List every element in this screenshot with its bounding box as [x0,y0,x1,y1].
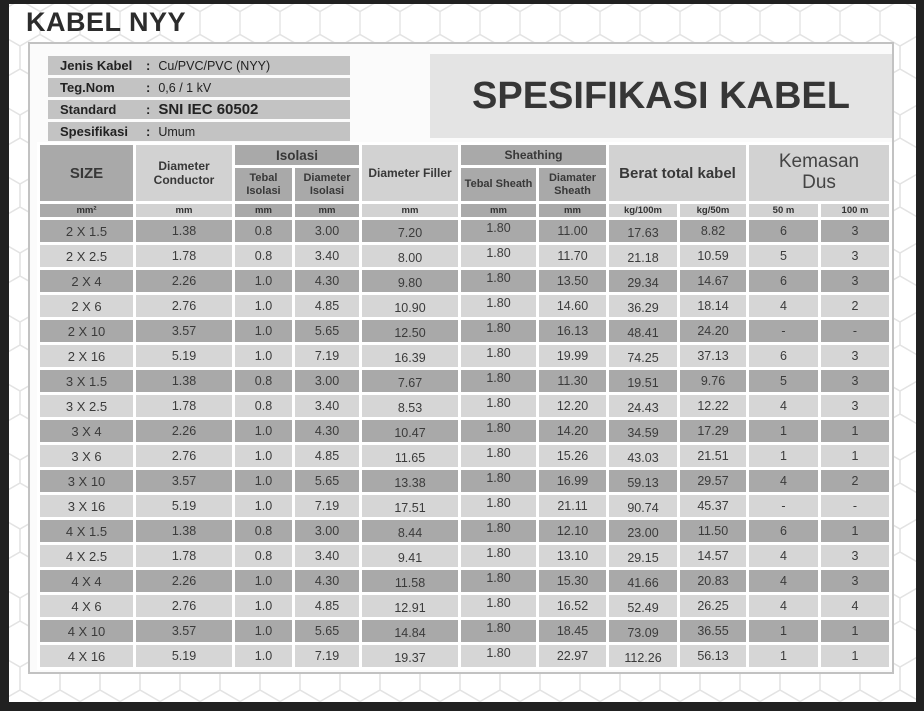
value-cell: 14.60 [539,295,606,317]
col-header-diameter-isolasi: Diameter Isolasi [295,168,359,201]
table-row [40,345,889,367]
value-cell: 1.80 [461,370,536,392]
unit-diamater-sheath: mm [539,204,606,217]
value-cell: 11.50 [680,520,746,542]
value-cell: 16.39 [362,345,458,367]
table-row [40,245,889,267]
value-cell: 16.52 [539,595,606,617]
main-panel [28,42,894,674]
value-cell: 1.80 [461,420,536,442]
value-cell: 9.41 [362,545,458,567]
value-cell: 1.80 [461,345,536,367]
table-row [40,370,889,392]
value-cell: 1 [821,645,889,667]
group-header-kemasan-dus [749,145,889,201]
value-cell: 59.13 [609,470,677,492]
value-cell: 29.15 [609,545,677,567]
value-cell: 1.80 [461,395,536,417]
table-row [40,420,889,442]
value-cell: 1 [749,445,818,467]
unit-size: mm² [40,204,133,217]
value-cell: 12.91 [362,595,458,617]
value-cell: 7.20 [362,220,458,242]
table-row [40,595,889,617]
value-cell: 36.55 [680,620,746,642]
value-cell: 1 [821,520,889,542]
value-cell: 1.80 [461,295,536,317]
value-cell: 17.29 [680,420,746,442]
value-cell: 2.26 [136,420,232,442]
value-cell: 8.00 [362,245,458,267]
size-cell: 4 X 10 [40,620,133,642]
value-cell: 1.0 [235,320,292,342]
size-cell: 4 X 16 [40,645,133,667]
info-label: Standard [60,102,117,117]
size-cell: 3 X 6 [40,445,133,467]
value-cell: 1.80 [461,220,536,242]
value-cell: 19.99 [539,345,606,367]
table-row [40,570,889,592]
value-cell: 7.19 [295,345,359,367]
value-cell: 1.80 [461,645,536,667]
value-cell: 13.50 [539,270,606,292]
value-cell: 11.00 [539,220,606,242]
value-cell: 16.13 [539,320,606,342]
size-cell: 2 X 10 [40,320,133,342]
value-cell: 3.57 [136,620,232,642]
value-cell: 15.26 [539,445,606,467]
value-cell: 3 [821,220,889,242]
table-row [40,395,889,417]
value-cell: 1.80 [461,620,536,642]
value-cell: 0.8 [235,520,292,542]
value-cell: 1.0 [235,295,292,317]
value-cell: 1.0 [235,495,292,517]
value-cell: 4 [749,595,818,617]
info-value: Umum [158,124,196,139]
unit-diameter-filler: mm [362,204,458,217]
value-cell: 4.30 [295,570,359,592]
value-cell: 0.8 [235,245,292,267]
value-cell: 3 [821,270,889,292]
value-cell: 8.44 [362,520,458,542]
value-cell: 5.19 [136,345,232,367]
value-cell: 7.19 [295,495,359,517]
value-cell: 4.30 [295,420,359,442]
value-cell: 13.38 [362,470,458,492]
value-cell: 20.83 [680,570,746,592]
value-cell: 8.53 [362,395,458,417]
value-cell: 13.10 [539,545,606,567]
value-cell: 1.78 [136,545,232,567]
value-cell: 1 [821,620,889,642]
value-cell: 1.78 [136,395,232,417]
value-cell: 3.57 [136,320,232,342]
value-cell: 23.00 [609,520,677,542]
spec-table [37,142,892,670]
value-cell: 21.11 [539,495,606,517]
value-cell: 1.38 [136,370,232,392]
value-cell: 6 [749,345,818,367]
size-cell: 2 X 4 [40,270,133,292]
value-cell: 1.0 [235,470,292,492]
value-cell: 3 [821,370,889,392]
value-cell: 14.20 [539,420,606,442]
value-cell: 1.0 [235,595,292,617]
value-cell: - [821,495,889,517]
value-cell: 1.0 [235,270,292,292]
table-row [40,520,889,542]
value-cell: 10.90 [362,295,458,317]
value-cell: 4.30 [295,270,359,292]
group-header-berat-total: Berat total kabel [609,145,746,201]
value-cell: 41.66 [609,570,677,592]
value-cell: 10.59 [680,245,746,267]
value-cell: 3 [821,395,889,417]
table-row [40,645,889,667]
size-cell: 4 X 1.5 [40,520,133,542]
unit-50m: 50 m [749,204,818,217]
value-cell: 1.80 [461,470,536,492]
size-cell: 3 X 10 [40,470,133,492]
value-cell: 7.19 [295,645,359,667]
value-cell: 3.00 [295,370,359,392]
value-cell: 1.0 [235,345,292,367]
value-cell: 12.10 [539,520,606,542]
value-cell: 12.22 [680,395,746,417]
value-cell: 1 [821,420,889,442]
value-cell: 2.76 [136,295,232,317]
value-cell: 9.76 [680,370,746,392]
value-cell: 3.00 [295,220,359,242]
value-cell: 7.67 [362,370,458,392]
col-header-diamater-sheath: Diamater Sheath [539,168,606,201]
value-cell: 2.76 [136,595,232,617]
col-header-tebal-isolasi: Tebal Isolasi [235,168,292,201]
value-cell: 1.80 [461,245,536,267]
size-cell: 4 X 2.5 [40,545,133,567]
col-header-tebal-sheath: Tebal Sheath [461,168,536,201]
value-cell: 1 [749,420,818,442]
value-cell: 1.80 [461,445,536,467]
value-cell: 1.80 [461,320,536,342]
value-cell: 4.85 [295,595,359,617]
table-row [40,495,889,517]
info-value: 0,6 / 1 kV [158,80,212,95]
value-cell: 4 [821,595,889,617]
size-cell: 2 X 2.5 [40,245,133,267]
value-cell: 3.40 [295,395,359,417]
value-cell: 3 [821,570,889,592]
value-cell: 1.80 [461,495,536,517]
value-cell: - [749,320,818,342]
info-value: Cu/PVC/PVC (NYY) [158,58,271,73]
table-row [40,620,889,642]
value-cell: 2 [821,470,889,492]
info-label: Spesifikasi [60,124,128,139]
size-cell: 3 X 16 [40,495,133,517]
value-cell: 5 [749,245,818,267]
value-cell: 6 [749,520,818,542]
value-cell: 90.74 [609,495,677,517]
table-row [40,320,889,342]
value-cell: 1 [821,445,889,467]
unit-tebal-isolasi: mm [235,204,292,217]
value-cell: 1.38 [136,520,232,542]
value-cell: 1.80 [461,570,536,592]
value-cell: 3 [821,245,889,267]
unit-100m: 100 m [821,204,889,217]
table-row [40,270,889,292]
value-cell: 74.25 [609,345,677,367]
value-cell: 17.51 [362,495,458,517]
value-cell: 2.76 [136,445,232,467]
unit-diameter-isolasi: mm [295,204,359,217]
value-cell: 11.70 [539,245,606,267]
value-cell: - [749,495,818,517]
value-cell: 43.03 [609,445,677,467]
unit-kg-50m: kg/50m [680,204,746,217]
value-cell: 5 [749,370,818,392]
value-cell: 12.50 [362,320,458,342]
value-cell: 1 [749,645,818,667]
value-cell: 4 [749,570,818,592]
value-cell: 37.13 [680,345,746,367]
value-cell: 0.8 [235,395,292,417]
info-row-standard [48,100,350,119]
size-cell: 3 X 1.5 [40,370,133,392]
value-cell: 3.00 [295,520,359,542]
table-row [40,545,889,567]
value-cell: 10.47 [362,420,458,442]
size-cell: 4 X 4 [40,570,133,592]
value-cell: 6 [749,220,818,242]
value-cell: 52.49 [609,595,677,617]
col-header-size: SIZE [40,145,133,201]
info-label: Teg.Nom [60,80,115,95]
value-cell: 5.19 [136,645,232,667]
value-cell: 3 [821,545,889,567]
value-cell: 8.82 [680,220,746,242]
group-header-sheathing: Sheathing [461,145,606,165]
value-cell: 4.85 [295,295,359,317]
info-value: SNI IEC 60502 [158,101,259,118]
kemasan-line1: Kemasan [778,151,860,173]
info-separator: : [146,80,151,95]
value-cell: 18.45 [539,620,606,642]
value-cell: 1.80 [461,595,536,617]
size-cell: 2 X 6 [40,295,133,317]
value-cell: 1.38 [136,220,232,242]
value-cell: 18.14 [680,295,746,317]
unit-kg-100m: kg/100m [609,204,677,217]
table-row [40,295,889,317]
value-cell: 3.40 [295,545,359,567]
value-cell: 1.0 [235,645,292,667]
value-cell: 6 [749,270,818,292]
value-cell: 2.26 [136,570,232,592]
info-separator: : [146,58,151,73]
unit-tebal-sheath: mm [461,204,536,217]
info-panel [48,56,350,144]
size-cell: 3 X 4 [40,420,133,442]
info-row-spesifikasi [48,122,350,141]
spec-title-box [430,54,892,138]
value-cell: 4 [749,295,818,317]
table-row [40,445,889,467]
value-cell: 14.57 [680,545,746,567]
value-cell: 112.26 [609,645,677,667]
value-cell: 1.80 [461,545,536,567]
size-cell: 2 X 1.5 [40,220,133,242]
value-cell: 17.63 [609,220,677,242]
table-row [40,220,889,242]
info-label: Jenis Kabel [60,58,133,73]
value-cell: 16.99 [539,470,606,492]
value-cell: 21.51 [680,445,746,467]
value-cell: 1.0 [235,420,292,442]
value-cell: 34.59 [609,420,677,442]
value-cell: 5.65 [295,320,359,342]
value-cell: 5.65 [295,620,359,642]
value-cell: 11.65 [362,445,458,467]
value-cell: 11.58 [362,570,458,592]
value-cell: 1.80 [461,520,536,542]
value-cell: 3.57 [136,470,232,492]
info-row-jenis-kabel [48,56,350,75]
value-cell: 19.37 [362,645,458,667]
size-cell: 2 X 16 [40,345,133,367]
value-cell: 1.0 [235,620,292,642]
value-cell: 14.84 [362,620,458,642]
value-cell: 24.20 [680,320,746,342]
value-cell: 36.29 [609,295,677,317]
page-title: KABEL NYY [26,7,187,37]
value-cell: 0.8 [235,370,292,392]
value-cell: 0.8 [235,545,292,567]
spec-title: SPESIFIKASI KABEL [472,74,850,117]
value-cell: 73.09 [609,620,677,642]
info-separator: : [146,102,151,117]
group-header-isolasi: Isolasi [235,145,359,165]
size-cell: 3 X 2.5 [40,395,133,417]
value-cell: 12.20 [539,395,606,417]
table-row [40,470,889,492]
value-cell: 1.0 [235,445,292,467]
value-cell: 9.80 [362,270,458,292]
kemasan-line2: Dus [802,172,836,193]
value-cell: 19.51 [609,370,677,392]
info-row-teg-nom [48,78,350,97]
value-cell: 26.25 [680,595,746,617]
value-cell: 3.40 [295,245,359,267]
value-cell: 5.65 [295,470,359,492]
value-cell: 48.41 [609,320,677,342]
info-separator: : [146,124,151,139]
value-cell: 56.13 [680,645,746,667]
value-cell: 1.78 [136,245,232,267]
value-cell: 11.30 [539,370,606,392]
value-cell: 5.19 [136,495,232,517]
value-cell: - [821,320,889,342]
value-cell: 4.85 [295,445,359,467]
value-cell: 4 [749,395,818,417]
value-cell: 1.80 [461,270,536,292]
size-cell: 4 X 6 [40,595,133,617]
unit-diameter-conductor: mm [136,204,232,217]
value-cell: 2 [821,295,889,317]
value-cell: 1 [749,620,818,642]
value-cell: 2.26 [136,270,232,292]
value-cell: 4 [749,545,818,567]
value-cell: 24.43 [609,395,677,417]
value-cell: 29.34 [609,270,677,292]
value-cell: 22.97 [539,645,606,667]
value-cell: 45.37 [680,495,746,517]
value-cell: 3 [821,345,889,367]
value-cell: 1.0 [235,570,292,592]
value-cell: 29.57 [680,470,746,492]
value-cell: 4 [749,470,818,492]
value-cell: 0.8 [235,220,292,242]
col-header-diameter-conductor: Diameter Conductor [136,145,232,201]
value-cell: 14.67 [680,270,746,292]
value-cell: 21.18 [609,245,677,267]
col-header-diameter-filler: Diameter Filler [362,145,458,201]
value-cell: 15.30 [539,570,606,592]
table-body [40,220,889,667]
